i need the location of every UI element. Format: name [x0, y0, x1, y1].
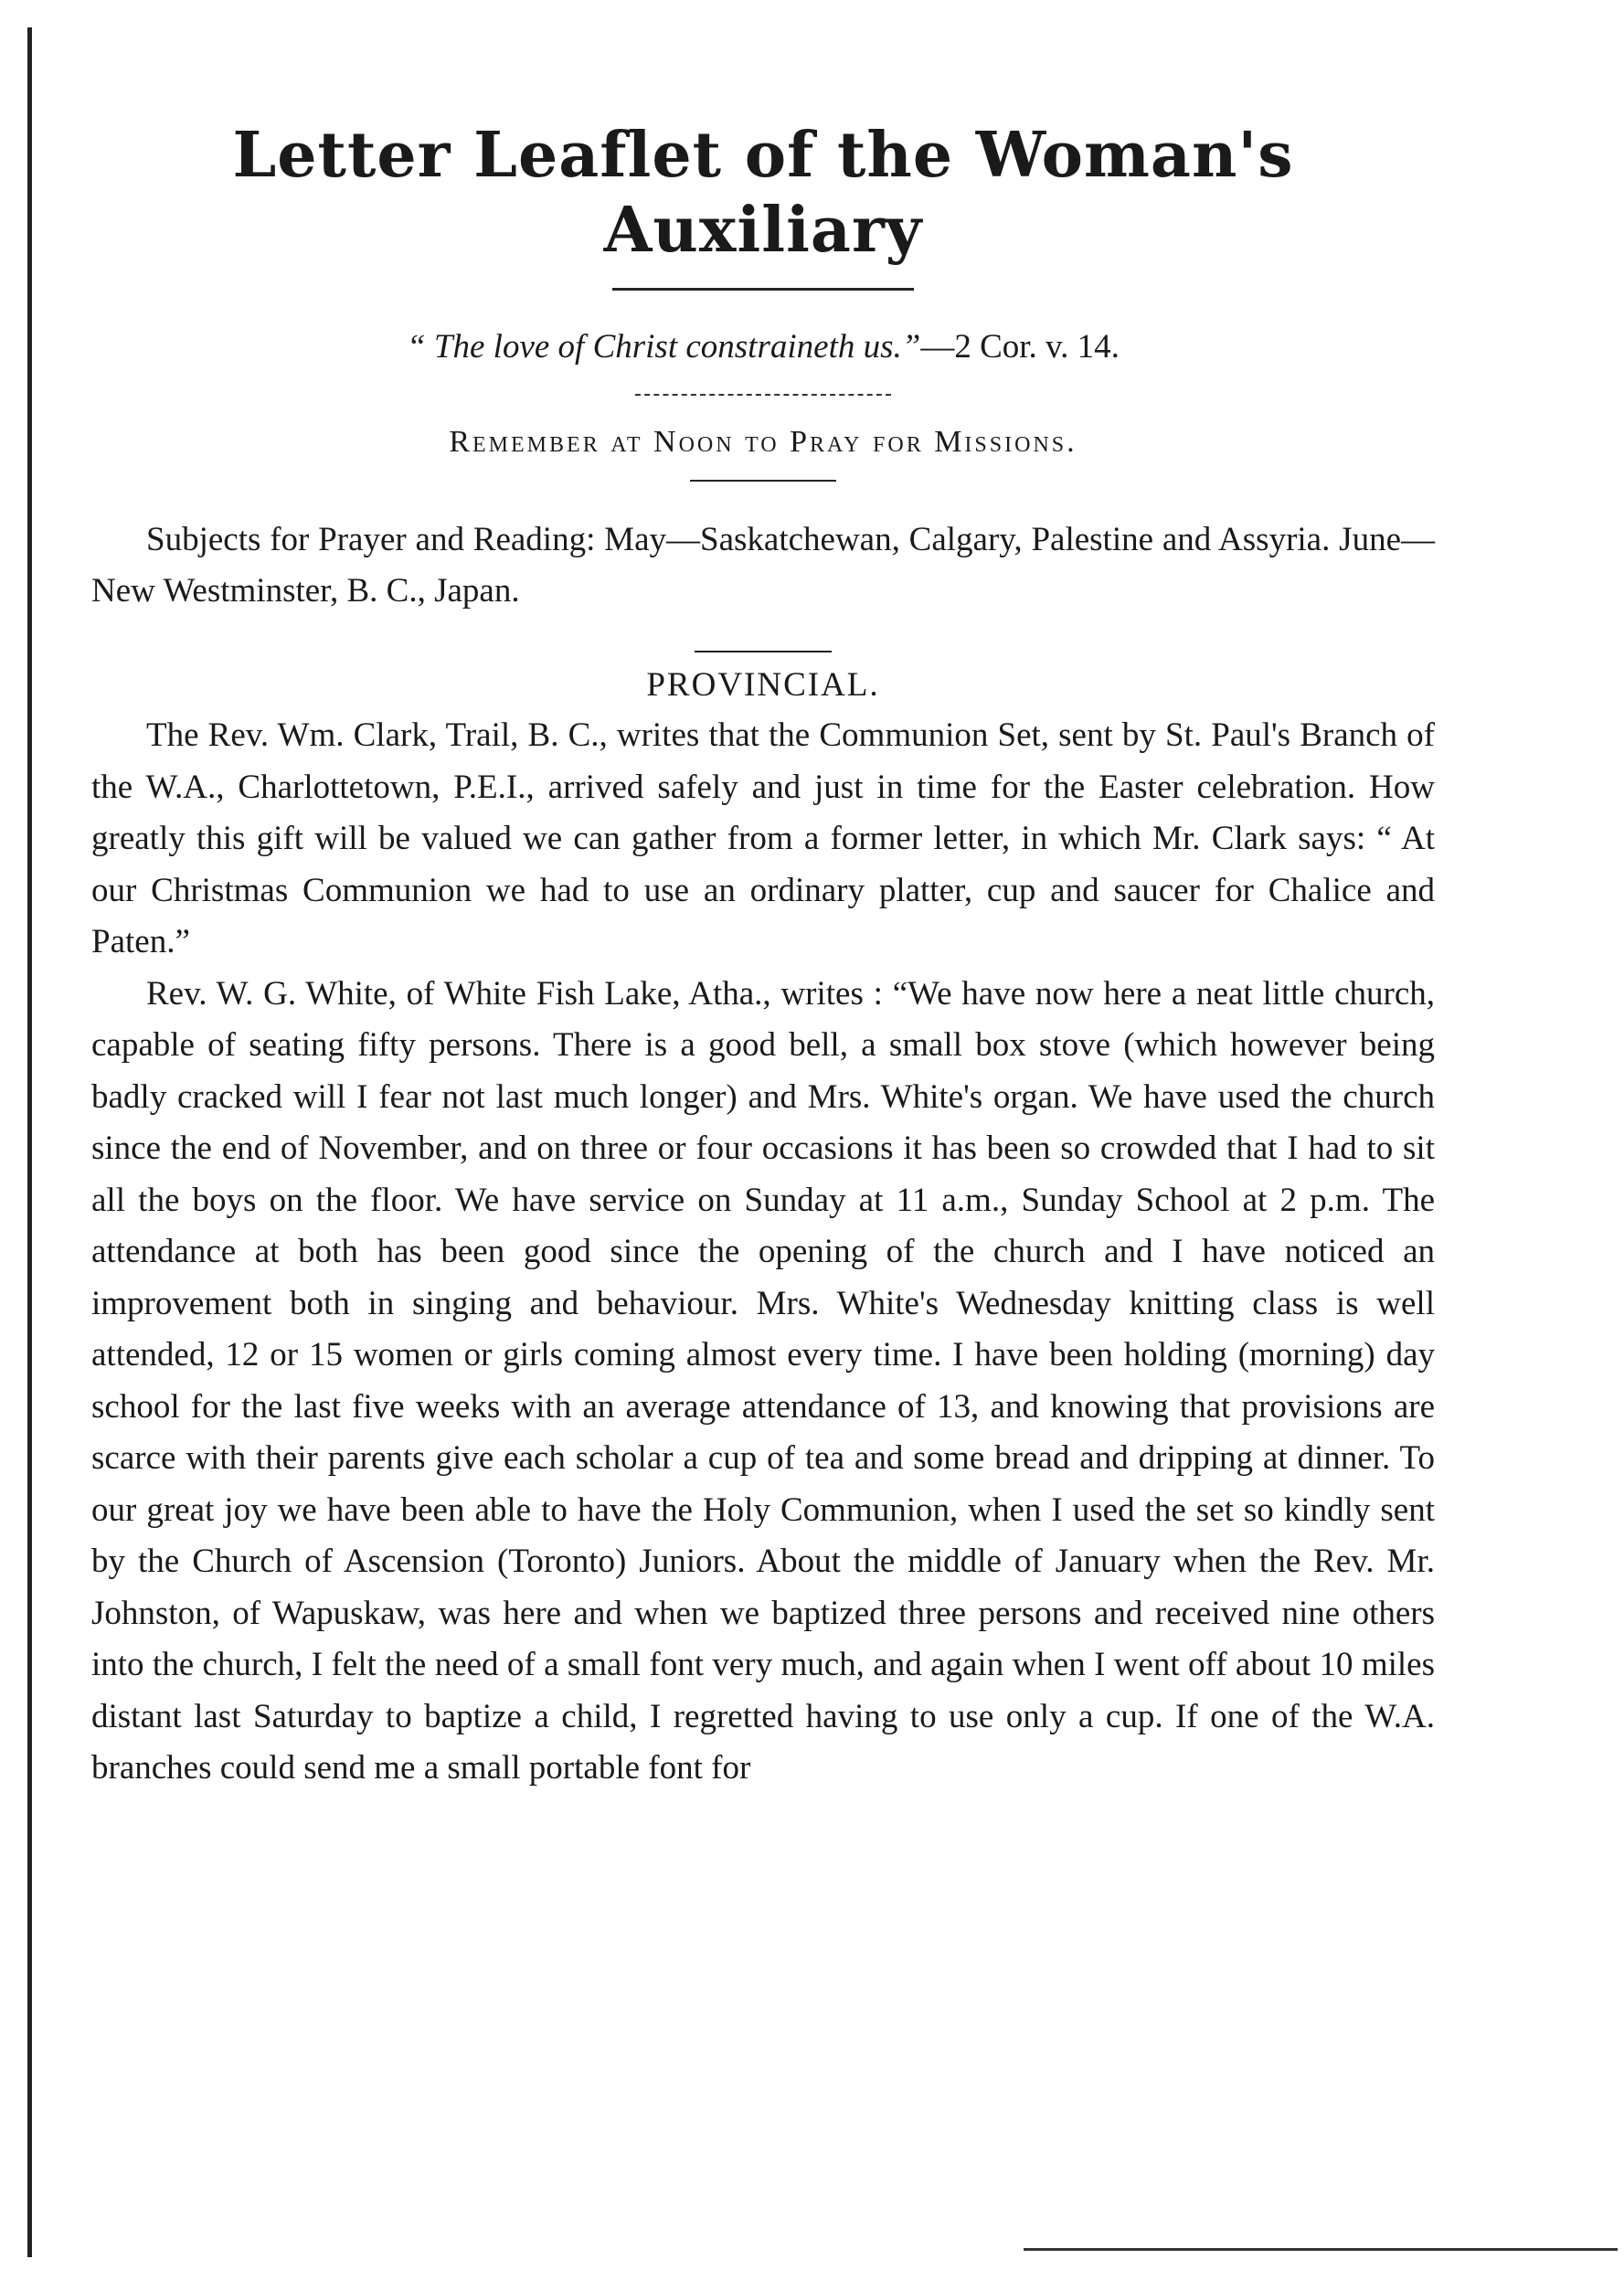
footer-rule [1024, 2248, 1618, 2251]
masthead-title: Letter Leaflet of the Woman's Auxiliary [232, 119, 1294, 267]
motto-quote: “ The love of Christ constraineth us.” [407, 328, 921, 366]
prayer-subjects: Subjects for Prayer and Reading: May—Saskatchewan, Calgary, Palestine and Assyria. June—New Westminster, B. C., Japan. [91, 521, 1435, 610]
motto-reference: —2 Cor. v. 14. [920, 328, 1120, 366]
body-paragraph: The Rev. Wm. Clark, Trail, B. C., writes that the Communion Set, sent by St. Paul's Branch of the W.A., Charlottetown, P.E.I., arrived safely and just in time for the Easter celebration. How greatly this gift will be valued we can gather from a former letter, in which Mr. Clark says: “ At our Christmas Communion we had to use an ordinary platter, cup and saucer for Chalice and Paten.” [91, 716, 1435, 961]
divider-rule [612, 288, 914, 291]
dashed-divider [635, 394, 891, 398]
divider-rule [695, 651, 832, 652]
divider-rule [690, 480, 836, 482]
document-page [91, 119, 1435, 1795]
motto [91, 327, 1435, 366]
section-heading: PROVINCIAL. [646, 666, 880, 705]
page-edge-rule [27, 27, 32, 2257]
body-paragraph: Rev. W. G. White, of White Fish Lake, Atha., writes : “We have now here a neat little church, capable of seating fifty persons. There is a good bell, a small box stove (which however being badly cracked will I fear not last much longer) and Mrs. White's organ. We have used the church since the end of November, and on three or four occasions it has been so crowded that I had to sit all the boys on the floor. We have service on Sunday at 11 a.m., Sunday School at 2 p.m. The attendance at both has been good since the opening of the church and I have noticed an improvement both in singing and behaviour. Mrs. White's Wednesday knitting class is well attended, 12 or 15 women or girls coming almost every time. I have been holding (morning) day school for the last five weeks with an average attendance of 13, and knowing that provisions are scarce with their parents give each scholar a cup of tea and some bread and dripping at dinner. To our great joy we have been able to have the Holy Communion, when I used the set so kindly sent by the Church of Ascension (Toronto) Juniors. About the middle of January when the Rev. Mr. Johnston, of Wapuskaw, was here and when we baptized three persons and received nine others into the church, I felt the need of a small font very much, and again when I went off about 10 miles distant last Saturday to baptize a child, I regretted having to use only a cup. If one of the W.A. branches could send me a small portable font for [91, 974, 1435, 1787]
prayer-notice: Remember at Noon to Pray for Missions. [449, 425, 1077, 460]
